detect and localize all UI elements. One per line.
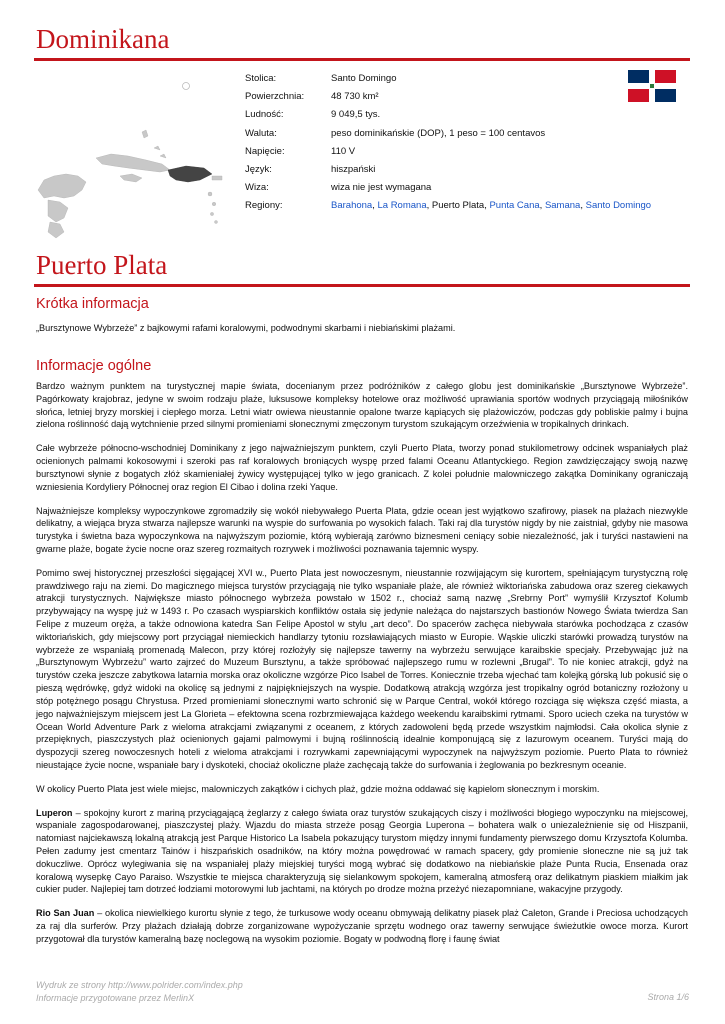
paragraph: W okolicy Puerto Plata jest wiele miejsc, malowniczych zakątków i cichych plaż, gdzie można oddawać się kąpielom słonecznym i morskim. — [36, 783, 600, 794]
region-link-samana[interactable]: Samana — [544, 200, 581, 212]
info-row: Powierzchnia: 48 730 km² — [245, 91, 379, 103]
page-title: Dominikana — [36, 24, 170, 54]
caribbean-map — [36, 72, 236, 242]
paragraph: Bardzo ważnym punktem na turystycznej mapie świata, docenianym przez podróżników z całego globu jest dominikańskie „Bursztynowe Wybrzeże”. Pagórkowaty krajobraz, jedyne w swoim rodzaju plaże, luksusowe kompleksy hotelowe oraz możliwość uprawiania sportów wodnych przyciągają miłośników słońca, letniej bryzy morskiej i ciepłego morza. Letni wiatr owiewa nieustannie opalone twarze kąpiących się plażowiczów, podczas gdy pobliskie palmy i bujna zielona roślinność dają wytchnienie przed silnymi promieniami słonecznymi zmęczonym turystom szukającym orzeźwienia w tropikalnych drinkach. — [36, 381, 688, 430]
region-link-punta-cana[interactable]: Punta Cana — [489, 200, 540, 212]
place-name: Luperon — [36, 807, 73, 818]
region-link-barahona[interactable]: Barahona — [331, 200, 373, 212]
regions-row: Regiony: Barahona, La Romana, Puerto Plata, Punta Cana, Samana, Santo Domingo — [245, 197, 651, 215]
region-current-puerto-plata: Puerto Plata — [431, 200, 485, 212]
region-link-la-romana[interactable]: La Romana — [377, 200, 427, 212]
short-info-heading: Krótka informacja — [36, 296, 149, 312]
paragraph: Najważniejsze kompleksy wypoczynkowe zgromadziły się wokół niebywałego Puerta Plata, gdzie ocean jest wyjątkowo szafirowy, piasek na plażach niezwykle delikatny, a wiejąca bryza stwarza najlepsze warunki na wyspie do surfowania po wysokich falach. Taki raj dla turystów nigdy by nie zaistniał, gdyby nie masowa turystyka i świetna baza wypoczynkowa na najwyższym poziomie, którą wybierają zarówno biznesmeni ceniący sobie niezależność, jak i turyści nastawieni na gwarne plaże, bogate życie nocne oraz szereg rozmaitych rozrywek i możliwości poznawania tajemnic wyspy. — [36, 505, 688, 554]
region-title-rule — [34, 284, 690, 287]
general-info-body — [36, 380, 688, 957]
title-rule — [34, 58, 690, 61]
info-row: Waluta: peso dominikańskie (DOP), 1 peso = 100 centavos — [245, 127, 546, 139]
general-info-heading: Informacje ogólne — [36, 358, 152, 374]
short-info-text: „Bursztynowe Wybrzeże” z bajkowymi rafami koralowymi, podwodnymi skarbami i niebiańskimi plażami. — [36, 323, 456, 333]
region-title: Puerto Plata — [36, 250, 168, 280]
info-row: Język: hiszpański — [245, 163, 376, 175]
page-number: Strona 1/6 — [647, 992, 689, 1002]
dominican-flag-icon — [628, 70, 676, 102]
paragraph: Całe wybrzeże północno-wschodniej Dominikany z jego najważniejszym punktem, czyli Puerto Plata, tworzy ponad stukilometrowy odcinek wspaniałych plaż ocienionych palmami kokosowymi i szeroki pas raf koralowych broniących wyspę przed falami Oceanu Atlantyckiego. Region zawdzięczający swoją nazwę bursztynowi słynie z bogatych złóż skamieniałej żywicy występującej tylko w jego granicach. Z kolei południe malowniczego zakątka Dominikany ograniczają wzniesienia Kordyliery Północnej oraz region El Cibao i dolina rzeki Yaque. — [36, 443, 688, 492]
footer-source: Wydruk ze strony http://www.polrider.com/index.php Informacje przygotowane przez MerlinX — [36, 980, 243, 1003]
paragraph: Pomimo swej historycznej przeszłości sięgającej XVI w., Puerto Plata jest nowoczesnym, nieustannie rozwijającym się kurortem, spełniającym turystyczną rolę prawdziwego raju na ziemi. Do magicznego miejsca turystów przyciągają nie tylko wspaniałe plaże, ale również wiktoriańska zabudowa oraz szereg ciekawych atrakcji turystycznych. Największe miasto północnego wybrzeża powstało w 1502 r., chociaż samą nazwę „Srebrny Port” wymyślił Krzysztof Kolumb przybywający na wyspę już w 1493 r. Po czasach wyspiarskich konfliktów ostała się jedynie należąca do najstarszych bastionów Nowego Świata twierdza San Felipe z muzeum oręża, a także odnowiona katedra San Felipe Apostol w stylu „art deco”. Do spacerów zachęca niebywała starówka pochodząca z czasów wiktoriańskich, gdy miejscowy port przyciągał niemieckich handlarzy tytoniu rozsławiających miasto w Europie. Wąskie uliczki starówki prowadzą turystów na wybrzeże ze wspaniałą promenadą Malecon, przy której rozłożyły się najlepsze tawerny na wybrzeżu serwujące karaibskie specjały. Przebywając już na „Bursztynowym Wybrzeżu” warto zajrzeć do Muzeum Bursztynu, a także spróbować najlepszego rumu w rozlewni „Brugal”. To nie koniec atrakcji, gdyż na turystów czeka jeszcze zabytkowa latarnia morska oraz okoliczne wzgórze Pico Isabel de Torres. Koniecznie trzeba wjechać tam kolejką górską lub pokusić się o pieszą wędrówkę, gdyż widoki na okolicę są jednymi z najpiękniejszych na wyspie. Dodatkową atrakcją wzgórza jest tropikalny ogród botaniczny rozłożony u stóp potężnego posągu Chrystusa. Przed promieniami słonecznymi warto schronić się w Parque Central, wokół którego rozciąga się większa część miasta, a jego najważniejszym miejscem jest La Glorieta – efektowna scena rozbrzmiewająca każdego weekendu karaibskimi rytmami. Sporo uciech czeka na turystów w Ocean World Adventure Park z wieloma atrakcjami związanymi z oceanem, z których zadowoleni będą przede wszystkim najmłodsi. Cała okolica słynie z przepięknych, piaszczystych plaż ocienionych gajami palmowymi i bujną roślinnością idealnie komponującą się z lazurowym oceanem. Turyści mają do dyspozycji szereg nowoczesnych hoteli z wieloma atrakcjami i rozrywkami zapewniającymi wypoczynek na najwyższym poziomie. Puerto Plata to również nieustające życie nocne, wspaniałe bary i dyskoteki, chociaż okoliczne plaże zachęcają także do surfowania i żeglowania po bezkresnym oceanie. — [36, 567, 688, 770]
place-name: Rio San Juan — [36, 908, 95, 919]
info-row: Wiza: wiza nie jest wymagana — [245, 182, 432, 194]
place-paragraph: Rio San Juan – okolica niewielkiego kurortu słynie z tego, że turkusowe wody oceanu obmywają delikatny piasek plaż Caleton, Grande i Preciosa uchodzących za raj dla surferów. Przy plażach działają dobrze zorganizowane wypożyczanie sprzętu wodnego oraz tawerny serwujące świeżutkie owoce morza. Kurort przygotował dla turystów kameralną bazę noclegową na wysokim poziomie. Bogaty w podwodną florę i faunę świat — [36, 908, 688, 944]
info-row: Napięcie: 110 V — [245, 145, 356, 157]
region-link-santo-domingo[interactable]: Santo Domingo — [585, 200, 652, 212]
info-row: Ludność: 9 049,5 tys. — [245, 109, 381, 121]
regions-list: Barahona, La Romana, Puerto Plata, Punta Cana, Samana, Santo Domingo — [331, 200, 652, 212]
country-info-table — [245, 70, 651, 216]
info-row: Stolica: Santo Domingo — [245, 73, 397, 84]
place-paragraph: Luperon – spokojny kurort z mariną przyciągającą żeglarzy z całego świata oraz turystów szukających ciszy i możliwości błogiego wypoczynku na miejscowej, wspaniale zagospodarowanej, piaszczystej plaży. Wjazdu do miasta strzeże posąg Georgia Luperona – bohatera walk o uniezależnienie się od Hiszpanii, natomiast najciekawszą lokalną atrakcją jest Parque Historico La Isabela pokazujący turystom między innymi fundamenty pierwszego domu Krzysztofa Kolumba. Pełen zadumy jest cmentarz Tainów i hiszpańskich osadników, na który można powędrować w ramach spacery, gdy promienie słoneczne nie są już tak dokuczliwe. Oprócz wylegiwania się na wspaniałej plaży miejskiej turyści mogą wybrać się dodatkowo na niebiańskie plaże Punta Rucia, Ensenada oraz koralową wysepkę Cayo Paraiso. Wszystkie te miejsca charakteryzują się sielankowym spokojem, kameralną atmosferą oraz delikatnym piaskiem miałkim jak cukier puder. Najlepiej tam dotrzeć łodziami motorowymi lub jachtami, na których po drodze można przeżyć niezapomniane, wakacyjne przygody. — [36, 807, 688, 895]
